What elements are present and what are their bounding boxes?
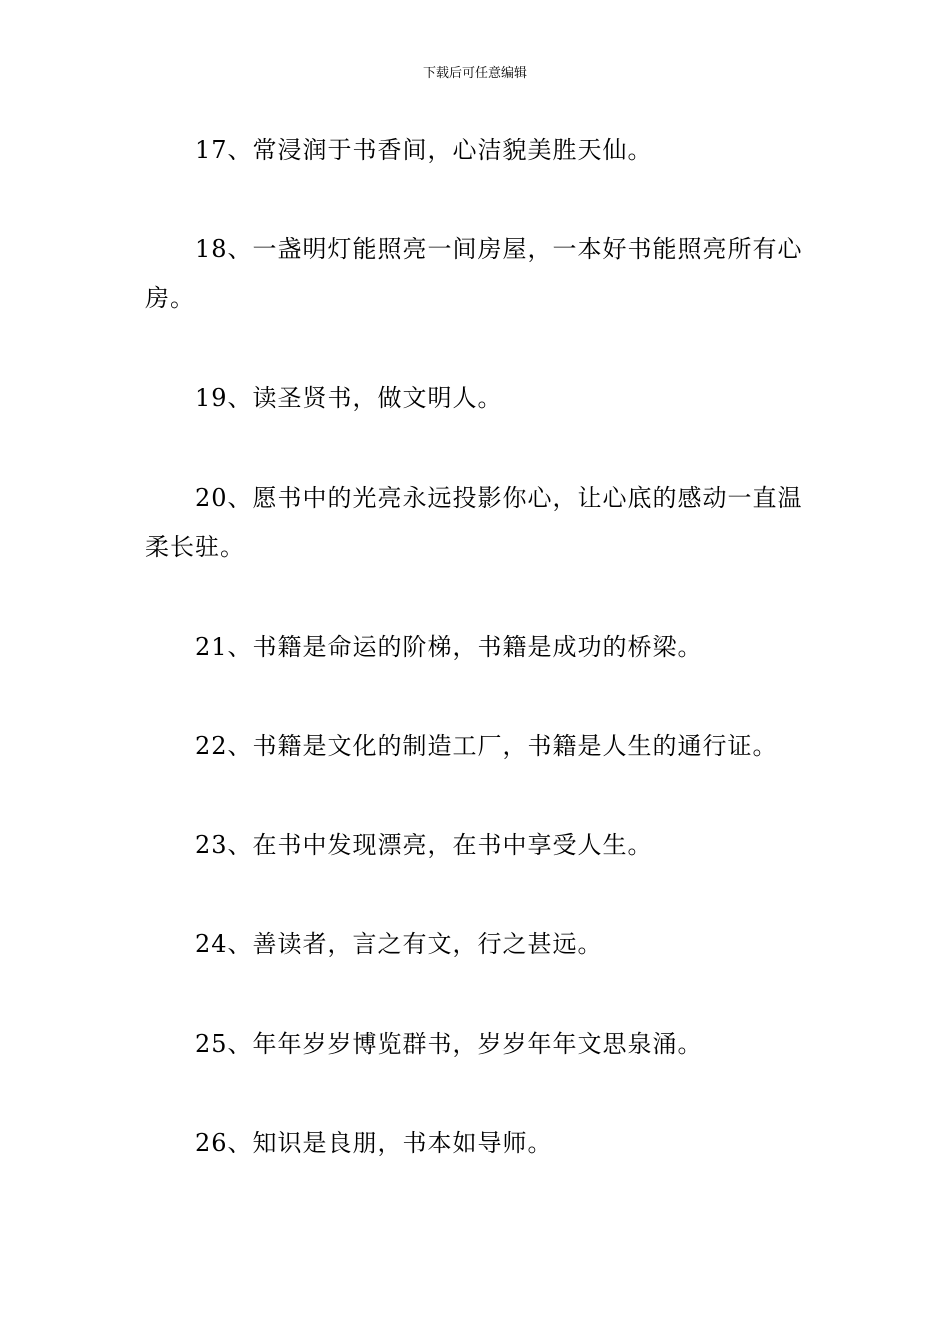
paragraph-24: 24、善读者，言之有文，行之甚远。 <box>195 930 603 958</box>
paragraph-19: 19、读圣贤书，做文明人。 <box>195 384 503 412</box>
paragraph-22: 22、书籍是文化的制造工厂，书籍是人生的通行证。 <box>195 732 778 760</box>
paragraph-21: 21、书籍是命运的阶梯，书籍是成功的桥梁。 <box>195 633 703 661</box>
paragraph-20: 20、愿书中的光亮永远投影你心，让心底的感动一直温柔长驻。 <box>145 484 803 561</box>
paragraph-18: 18、一盏明灯能照亮一间房屋，一本好书能照亮所有心房。 <box>145 235 803 312</box>
paragraph-23: 23、在书中发现漂亮，在书中享受人生。 <box>195 831 653 859</box>
paragraph-25: 25、年年岁岁博览群书，岁岁年年文思泉涌。 <box>195 1030 703 1058</box>
header-note: 下载后可任意编辑 <box>422 66 527 81</box>
paragraph-26: 26、知识是良朋，书本如导师。 <box>195 1129 553 1157</box>
paragraph-17: 17、常浸润于书香间，心洁貌美胜天仙。 <box>195 136 653 164</box>
